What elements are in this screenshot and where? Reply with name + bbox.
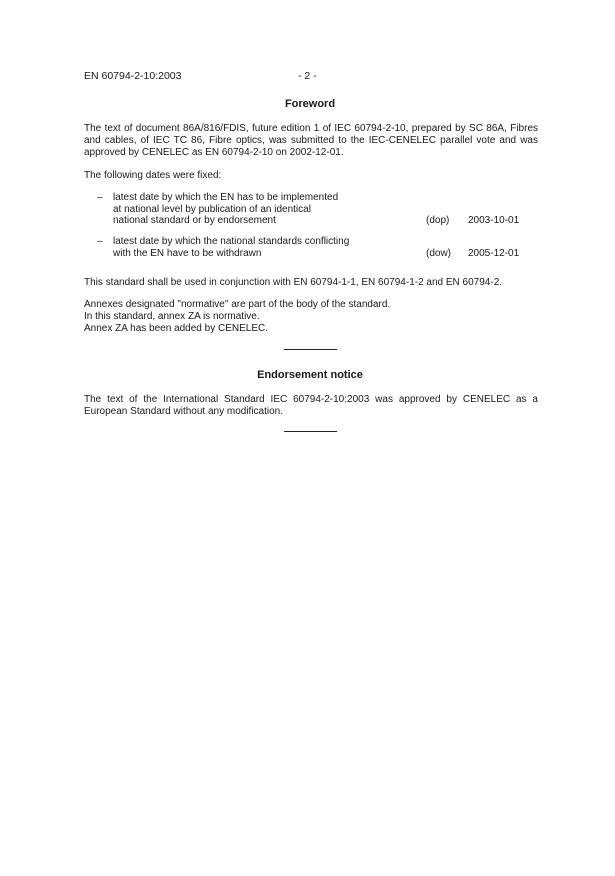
date-description-line: at national level by publication of an identical xyxy=(113,203,311,215)
list-dash: – xyxy=(97,236,103,247)
date-item-dow xyxy=(97,236,542,260)
date-value: 2003-10-01 xyxy=(468,215,520,226)
date-description-line: national standard or by endorsement xyxy=(113,215,276,226)
date-value: 2005-12-01 xyxy=(468,248,520,259)
dates-intro: The following dates were fixed: xyxy=(84,170,222,181)
annex-notes xyxy=(84,299,544,335)
date-item-dop xyxy=(97,192,542,228)
conjunction-statement: This standard shall be used in conjunction with EN 60794-1-1, EN 60794-1-2 and EN 60794-2. xyxy=(84,277,503,288)
date-abbreviation: (dop) xyxy=(426,215,450,226)
annex-note-line: Annex ZA has been added by CENELEC. xyxy=(84,323,269,334)
list-dash: – xyxy=(97,192,103,203)
endorsement-title: Endorsement notice xyxy=(257,369,363,381)
date-description xyxy=(113,236,403,259)
date-description xyxy=(113,192,403,227)
page-number: - 2 - xyxy=(298,70,317,82)
section-divider xyxy=(284,431,337,432)
document-id: EN 60794-2-10:2003 xyxy=(84,70,182,82)
foreword-intro: The text of document 86A/816/FDIS, future edition 1 of IEC 60794-2-10, prepared by SC 86A, Fibres and cables, of IEC TC 86, Fibre optics, was submitted to the IEC-CENELEC parallel vote and was approved by CENELEC as EN 60794-2-10 on 2002-12-01. xyxy=(84,123,538,158)
date-description-line: with the EN have to be withdrawn xyxy=(113,247,262,259)
date-description-line: latest date by which the national standards conflicting xyxy=(113,236,350,247)
annex-note-line: Annexes designated "normative" are part of the body of the standard. xyxy=(84,299,391,310)
date-description-line: latest date by which the EN has to be implemented xyxy=(113,192,339,203)
section-divider xyxy=(284,349,337,350)
endorsement-text: The text of the International Standard IEC 60794-2-10:2003 was approved by CENELEC as a European Standard without any modification. xyxy=(84,394,538,417)
date-abbreviation: (dow) xyxy=(426,248,452,259)
foreword-title: Foreword xyxy=(284,98,336,110)
annex-note-line: In this standard, annex ZA is normative. xyxy=(84,311,260,322)
